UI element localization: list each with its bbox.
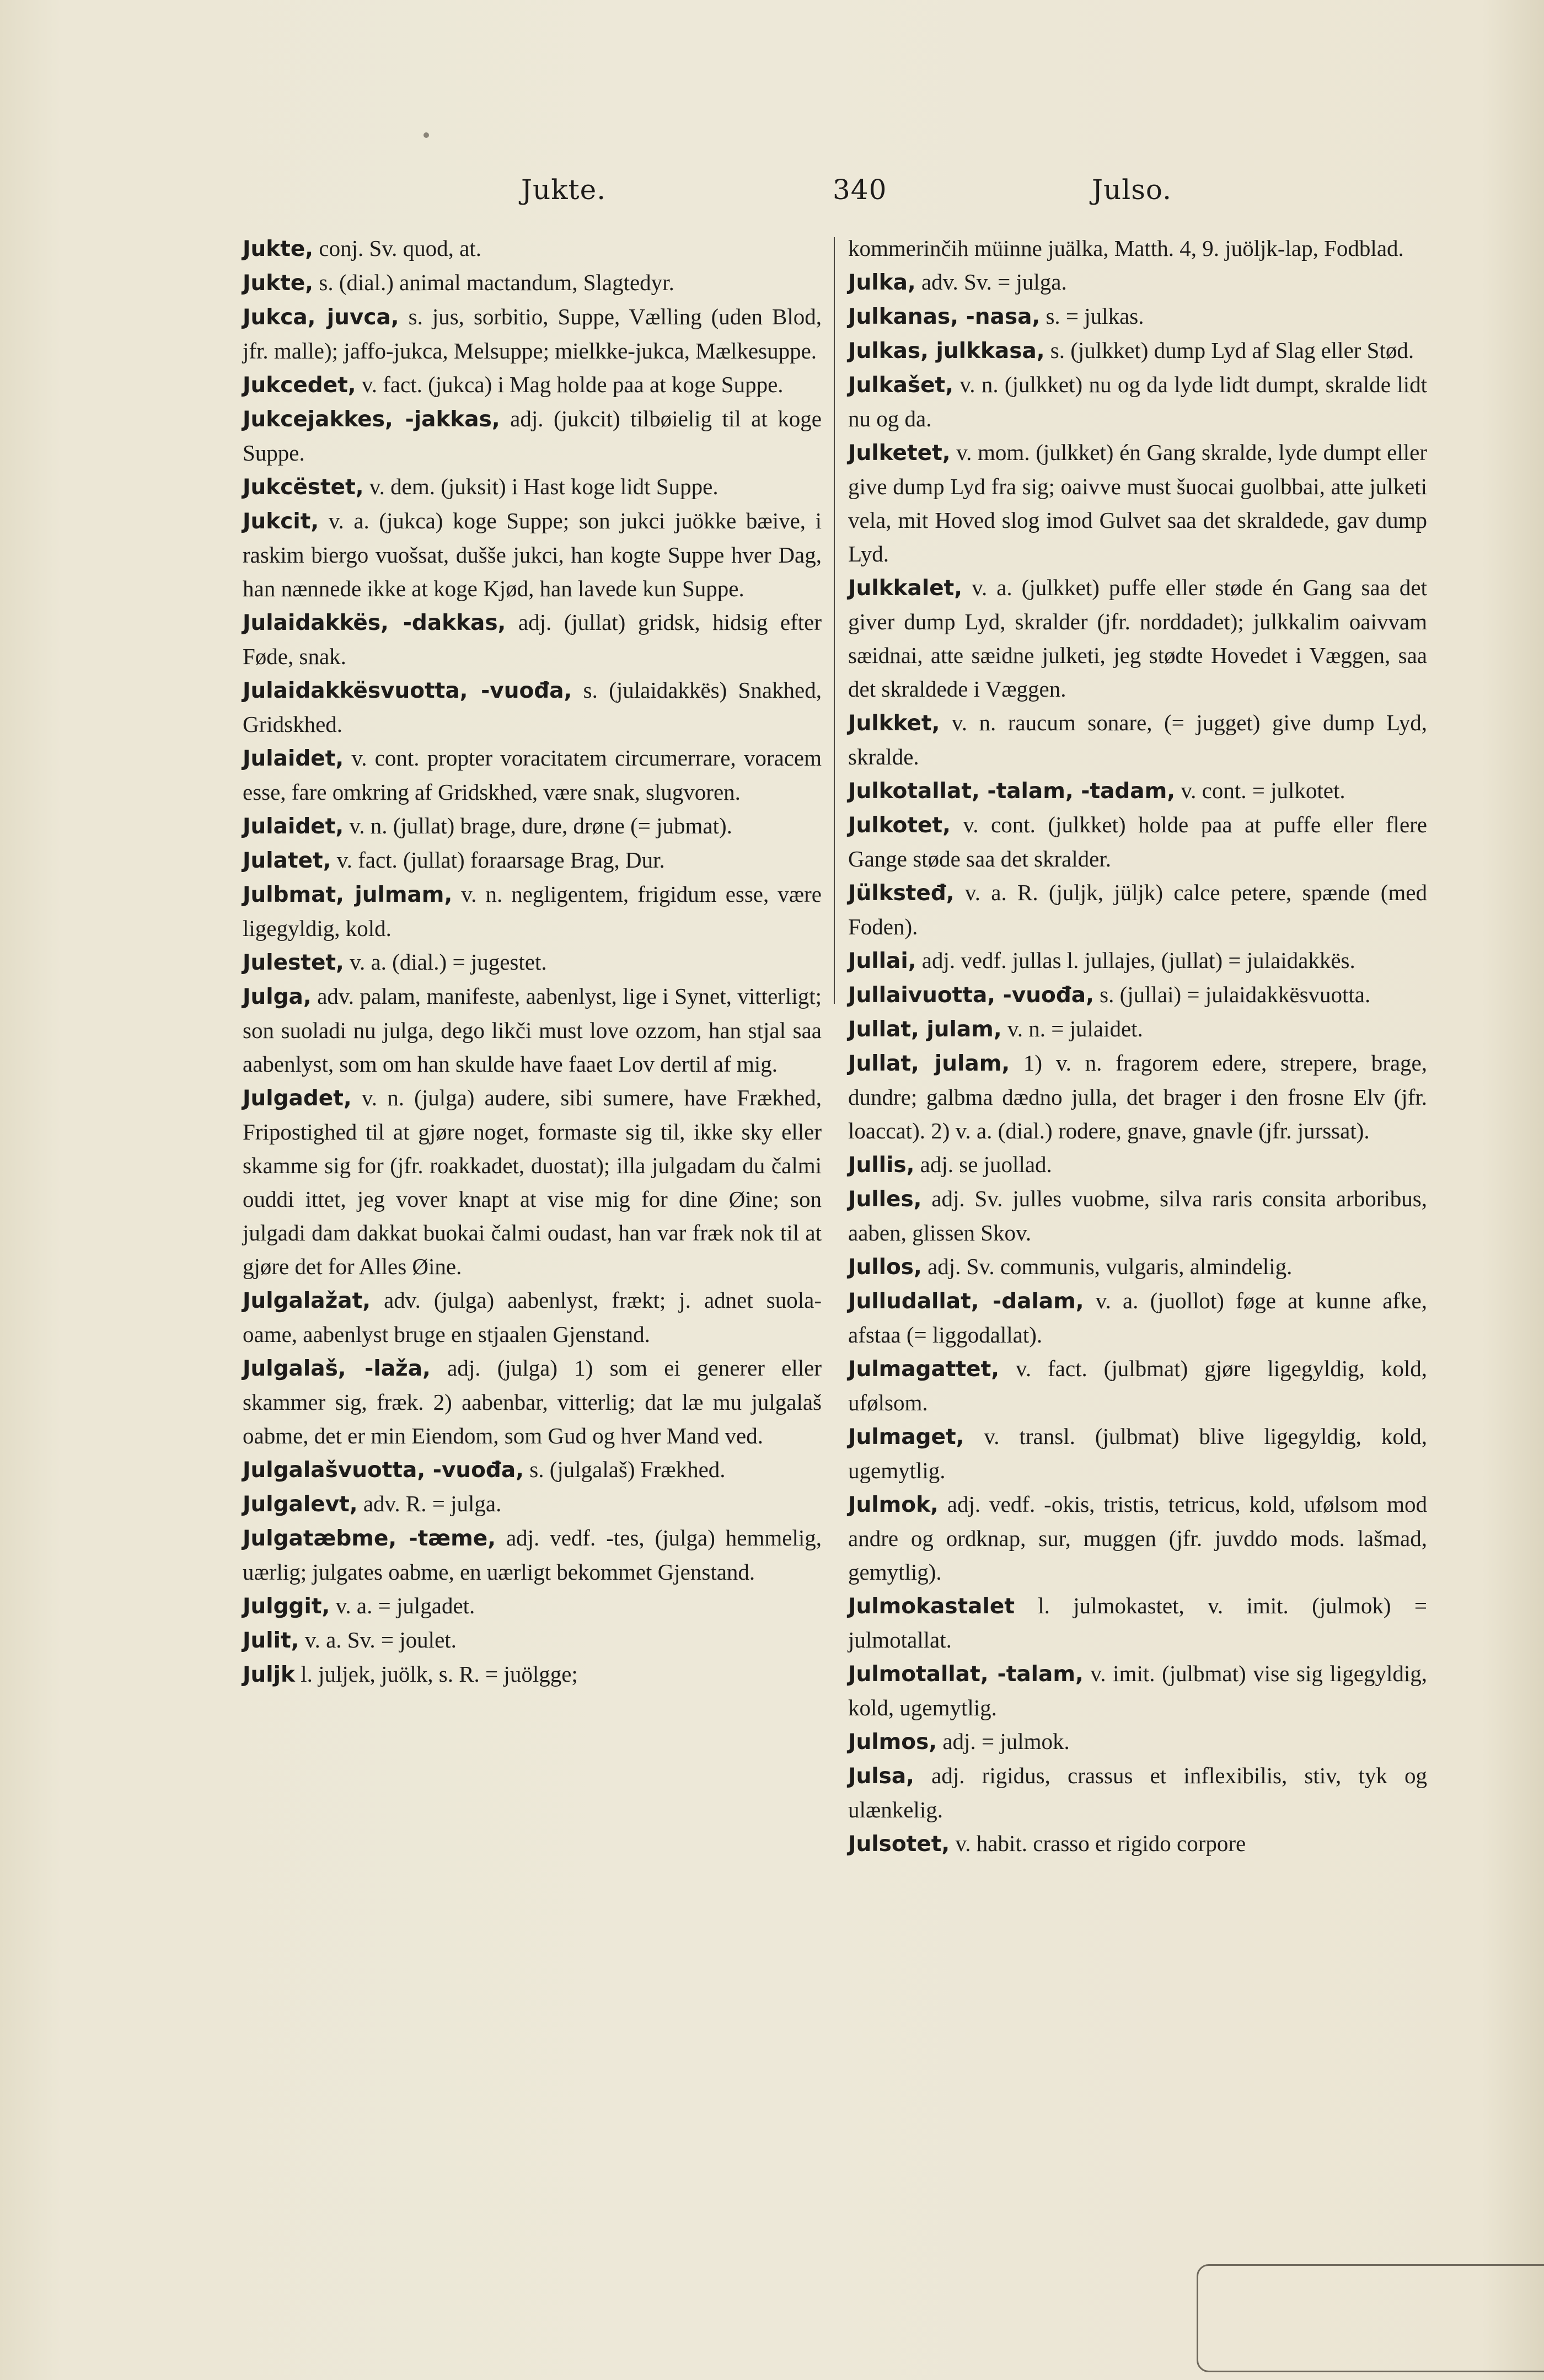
dictionary-entry (243, 1283, 822, 1351)
entry-headword: Jukte, (243, 237, 314, 261)
entry-definition: adj. vedf. -okis, tristis, tetricus, kold, ufølsom mod andre og ordknap, sur, muggen (jfr. juvddo mods. lašmad, gemytlig). (848, 1491, 1427, 1585)
dictionary-entry (243, 1487, 822, 1521)
dictionary-entry (243, 843, 822, 878)
dictionary-entry (848, 334, 1427, 368)
dictionary-entry (848, 706, 1427, 774)
entry-definition: v. imit. (julbmat) vise sig ligegyldig, kold, ugemytlig. (848, 1661, 1427, 1720)
entry-definition: v. a. = julgadet. (330, 1593, 475, 1618)
entry-definition: v. mom. (julkket) én Gang skralde, lyde dumpt eller give dump Lyd fra sig; oaivve must šuocai guolbbai, atte julketi vela, mit Hoved slog imod Gulvet saa det skraldede, gav dump Lyd. (848, 440, 1427, 566)
entry-definition: v. fact. (julbmat) gjøre ligegyldig, kold, ufølsom. (848, 1356, 1427, 1415)
entry-headword: Jullat, julam, (848, 1017, 1002, 1042)
entry-headword: Jukcëstet, (243, 475, 364, 500)
entry-definition: s. (julgalaš) Frækhed. (523, 1457, 726, 1482)
entry-headword: Julgalažat, (243, 1288, 371, 1313)
dictionary-entry (243, 266, 822, 300)
entry-headword: Julketet, (848, 441, 951, 466)
dictionary-entry (243, 1589, 822, 1623)
entry-definition: s. = julkas. (1040, 303, 1144, 329)
entry-headword: Julaidakkësvuotta, -vuođa, (243, 678, 572, 703)
entry-headword: Jukcedet, (243, 373, 356, 398)
entry-headword: Julgalašvuotta, -vuođa, (243, 1458, 524, 1483)
entry-definition: adj. (jukcit) tilbøielig til at koge Suppe. (243, 406, 822, 466)
dictionary-entry (848, 1827, 1427, 1861)
dictionary-entry (848, 1148, 1427, 1182)
dictionary-entry (243, 1351, 822, 1453)
entry-definition: adj. (jullat) gridsk, hidsig efter Føde, snak. (243, 609, 822, 669)
entry-definition: v. dem. (juksit) i Hast koge lidt Suppe. (363, 474, 719, 499)
entry-headword: Jullaivuotta, -vuođa, (848, 983, 1094, 1008)
entry-headword: Julga, (243, 985, 312, 1009)
entry-headword: Julsa, (848, 1764, 914, 1789)
entry-definition: v. n. raucum sonare, (= jugget) give dump Lyd, skralde. (848, 710, 1427, 769)
dictionary-entry (243, 300, 822, 368)
entry-definition: adv. (julga) aabenlyst, frækt; j. adnet suola-oame, aabenlyst bruge en stjaalen Gjenstand. (243, 1287, 822, 1347)
entry-headword: Julkotet, (848, 813, 951, 838)
entry-definition: s. (dial.) animal mactandum, Slagtedyr. (313, 270, 674, 295)
dictionary-entry (848, 1725, 1427, 1759)
dictionary-entry (243, 1453, 822, 1487)
dictionary-entry (848, 232, 1427, 265)
entry-definition: 1) v. n. fragorem edere, strepere, brage, dundre; galbma dædno julla, det brager i den frosne Elv (jfr. loaccat). 2) v. a. (dial.) rodere, gnave, gnavle (jfr. jurssat). (848, 1050, 1428, 1143)
entry-definition: v. a. (dial.) = jugestet. (344, 949, 547, 975)
dictionary-entry (848, 571, 1427, 706)
entry-definition: adj. Sv. communis, vulgaris, almindelig. (921, 1254, 1293, 1279)
dictionary-entry (243, 1081, 822, 1283)
entry-definition: l. julmokastet, v. imit. (julmok) = julmotallat. (848, 1593, 1427, 1652)
entry-headword: Julgalevt, (243, 1492, 358, 1517)
entry-headword: Jukte, (243, 271, 314, 296)
entry-headword: Julggit, (243, 1594, 330, 1619)
entry-definition: v. a. (juollot) føge at kunne afke, afstaa (= liggodallat). (848, 1288, 1428, 1347)
dictionary-entry (243, 1521, 822, 1589)
entry-definition: s. (jullai) = julaidakkësvuotta. (1093, 982, 1371, 1007)
entry-headword: Jülksteđ, (848, 881, 955, 906)
dictionary-entry (848, 265, 1427, 299)
entry-headword: Julgalaš, -laža, (243, 1356, 431, 1381)
dictionary-entry (848, 1657, 1427, 1725)
dictionary-entry (848, 876, 1427, 944)
entry-headword: Julestet, (243, 950, 344, 975)
entry-definition: adj. (julga) 1) som ei generer eller skammer sig, fræk. 2) aabenbar, vitterlig; dat læ mu julgalaš oabme, det er min Eiendom, som Gud og hver Mand ved. (243, 1355, 822, 1448)
entry-headword: Julmokastalet (848, 1594, 1015, 1619)
entry-headword: Julaidakkës, -dakkas, (243, 611, 506, 635)
entry-definition: v. n. (julkket) nu og da lyde lidt dumpt, skralde lidt nu og da. (848, 372, 1427, 431)
entry-definition: conj. Sv. quod, at. (313, 236, 481, 261)
entry-definition: s. (julaidakkës) Snakhed, Gridskhed. (243, 677, 822, 737)
dictionary-entry (848, 368, 1427, 436)
entry-headword: Jullis, (848, 1153, 915, 1178)
running-head-left: Jukte. (521, 174, 607, 206)
dictionary-entry (848, 978, 1427, 1012)
entry-definition: v. n. = julaidet. (1001, 1016, 1143, 1041)
dictionary-entry (243, 504, 822, 606)
entry-headword: Jukca, juvca, (243, 305, 399, 330)
entry-definition: v. a. R. (juljk, jüljk) calce petere, spænde (med Foden). (848, 880, 1427, 939)
dictionary-entry (243, 606, 822, 673)
entry-headword: Julkotallat, -talam, -tadam, (848, 779, 1176, 804)
entry-headword: Julmotallat, -talam, (848, 1662, 1084, 1687)
entry-headword: Jukcejakkes, -jakkas, (243, 407, 500, 432)
entry-headword: Julles, (848, 1187, 922, 1212)
dictionary-entry (848, 1589, 1427, 1657)
entry-headword: Julka, (848, 270, 916, 295)
dictionary-entry (848, 808, 1427, 876)
dictionary-entry (848, 1759, 1427, 1827)
page-corner-frame (1197, 2264, 1544, 2372)
entry-headword: Jullat, julam, (848, 1051, 1010, 1076)
entry-headword: Juljk (243, 1662, 295, 1687)
entry-headword: Julsotet, (848, 1832, 950, 1857)
entry-definition: v. n. (jullat) brage, dure, drøne (= jubmat). (344, 813, 732, 838)
entry-headword: Julkkalet, (848, 576, 963, 601)
entry-definition: adj. vedf. -tes, (julga) hemmelig, uærlig; julgates oabme, en uærligt bekommet Gjenstand. (243, 1525, 822, 1585)
dictionary-entry (243, 1623, 822, 1657)
entry-definition: v. fact. (jullat) foraarsage Brag, Dur. (331, 847, 665, 873)
entry-headword: Julkašet, (848, 373, 954, 398)
dictionary-entry (848, 299, 1427, 334)
entry-headword: Julgatæbme, -tæme, (243, 1526, 496, 1551)
entry-definition: v. cont. propter voracitatem circumerrare, voracem esse, fare omkring af Gridskhed, være snak, slugvoren. (243, 745, 822, 805)
entry-definition: v. n. (julga) audere, sibi sumere, have Frækhed, Fripostighed til at gjøre noget, formaste sig til, ikke sky eller skamme sig for (jfr. roakkadet, duostat); illa julgadam du čalmi ouddi ittet, jeg vover knapt at vise mig for dine Øine; son julgadi dam dakkat buokai čalmi oudast, han var fræk nok til at gjøre det for Alles Øine. (243, 1085, 822, 1279)
dictionary-entry (848, 1420, 1427, 1488)
entry-definition: kommerinčih müinne juälka, Matth. 4, 9. juöljk-lap, Fodblad. (848, 236, 1404, 261)
running-head-right: Julso. (1092, 174, 1172, 206)
dictionary-entry (243, 368, 822, 402)
dictionary-entry (243, 980, 822, 1081)
dictionary-entry (848, 1182, 1427, 1250)
entry-headword: Julmos, (848, 1730, 937, 1755)
entry-headword: Julkanas, -nasa, (848, 304, 1041, 329)
dictionary-entry (848, 944, 1427, 978)
dictionary-entry (243, 945, 822, 980)
entry-headword: Julgadet, (243, 1086, 352, 1111)
dictionary-entry (848, 1352, 1427, 1420)
entry-headword: Julaidet, (243, 814, 344, 839)
entry-definition: adv. Sv. = julga. (915, 269, 1067, 295)
entry-definition: v. cont. (julkket) holde paa at puffe eller flere Gange støde saa det skralder. (848, 812, 1427, 871)
entry-definition: s. (julkket) dump Lyd af Slag eller Stød. (1044, 338, 1414, 363)
dictionary-entry (243, 741, 822, 809)
dictionary-entry (848, 1284, 1427, 1352)
dictionary-entry (243, 809, 822, 843)
entry-headword: Jullos, (848, 1255, 922, 1280)
dictionary-entry (848, 1046, 1427, 1148)
dictionary-entry (848, 436, 1427, 571)
entry-headword: Julmaget, (848, 1425, 964, 1450)
dictionary-entry (243, 673, 822, 741)
entry-headword: Julkas, julkkasa, (848, 339, 1045, 363)
entry-definition: adj. Sv. julles vuobme, silva raris consita arboribus, aaben, glissen Skov. (848, 1186, 1427, 1245)
entry-headword: Julmok, (848, 1493, 939, 1517)
entry-definition: adv. palam, manifeste, aabenlyst, lige i Synet, vitterligt; son suoladi nu julga, dego likči must love ozzom, han stjal saa aabenlyst, som om han skulde have faaet Lov dertil af mig. (243, 983, 822, 1077)
entry-headword: Julludallat, -dalam, (848, 1289, 1084, 1314)
entry-definition: v. a. (jukca) koge Suppe; son jukci juökke bæive, i raskim biergo vuošsat, dušše jukci, han kogte Suppe hver Dag, han nænnede ikke at koge Kjød, han lavede kun Suppe. (243, 508, 822, 601)
entry-headword: Julkket, (848, 711, 940, 736)
entry-definition: v. transl. (julbmat) blive ligegyldig, kold, ugemytlig. (848, 1424, 1427, 1483)
dictionary-entry (848, 1488, 1427, 1589)
entry-headword: Julbmat, julmam, (243, 883, 453, 907)
entry-definition: v. fact. (jukca) i Mag holde paa at koge Suppe. (356, 372, 784, 397)
entry-definition: adj. = julmok. (937, 1729, 1070, 1754)
entry-definition: v. habit. crasso et rigido corpore (950, 1831, 1246, 1856)
entry-definition: adv. R. = julga. (357, 1491, 502, 1516)
dictionary-entry (243, 878, 822, 945)
entry-headword: Jukcit, (243, 509, 319, 534)
entry-definition: adj. rigidus, crassus et inflexibilis, stiv, tyk og ulænkelig. (848, 1763, 1427, 1822)
right-column (848, 232, 1427, 1861)
entry-definition: v. cont. = julkotet. (1175, 778, 1345, 803)
dictionary-entry (848, 1012, 1427, 1046)
dictionary-entry (243, 402, 822, 470)
dictionary-entry (243, 470, 822, 504)
entry-headword: Julaidet, (243, 746, 344, 771)
dictionary-entry (243, 1657, 822, 1692)
entry-definition: adj. vedf. jullas l. jullajes, (jullat) = julaidakkës. (916, 948, 1355, 973)
page-number: 340 (833, 174, 887, 206)
entry-definition: v. a. Sv. = joulet. (299, 1627, 457, 1652)
dictionary-entry (848, 1250, 1427, 1284)
entry-headword: Julatet, (243, 848, 331, 873)
entry-definition: v. n. negligentem, frigidum esse, være ligegyldig, kold. (243, 881, 822, 941)
column-divider (834, 237, 835, 1004)
entry-headword: Julmagattet, (848, 1357, 1000, 1382)
entry-definition: v. a. (julkket) puffe eller støde én Gang saa det giver dump Lyd, skralder (jfr. norddadet); julkkalim oaivvam sæidnai, atte sæidne julketi, jeg stødte Hovedet i Væggen, saa det skraldede i Væggen. (848, 575, 1427, 702)
left-column (243, 232, 822, 1692)
entry-definition: s. jus, sorbitio, Suppe, Vælling (uden Blod, jfr. malle); jaffo-jukca, Melsuppe; mielkke-jukca, Mælkesuppe. (243, 304, 822, 363)
entry-headword: Julit, (243, 1628, 299, 1653)
entry-definition: l. juljek, juölk, s. R. = juölgge; (294, 1661, 578, 1687)
entry-definition: adj. se juollad. (914, 1152, 1052, 1177)
ink-dot (423, 132, 429, 138)
dictionary-entry (243, 232, 822, 266)
dictionary-entry (848, 774, 1427, 808)
entry-headword: Jullai, (848, 949, 916, 974)
